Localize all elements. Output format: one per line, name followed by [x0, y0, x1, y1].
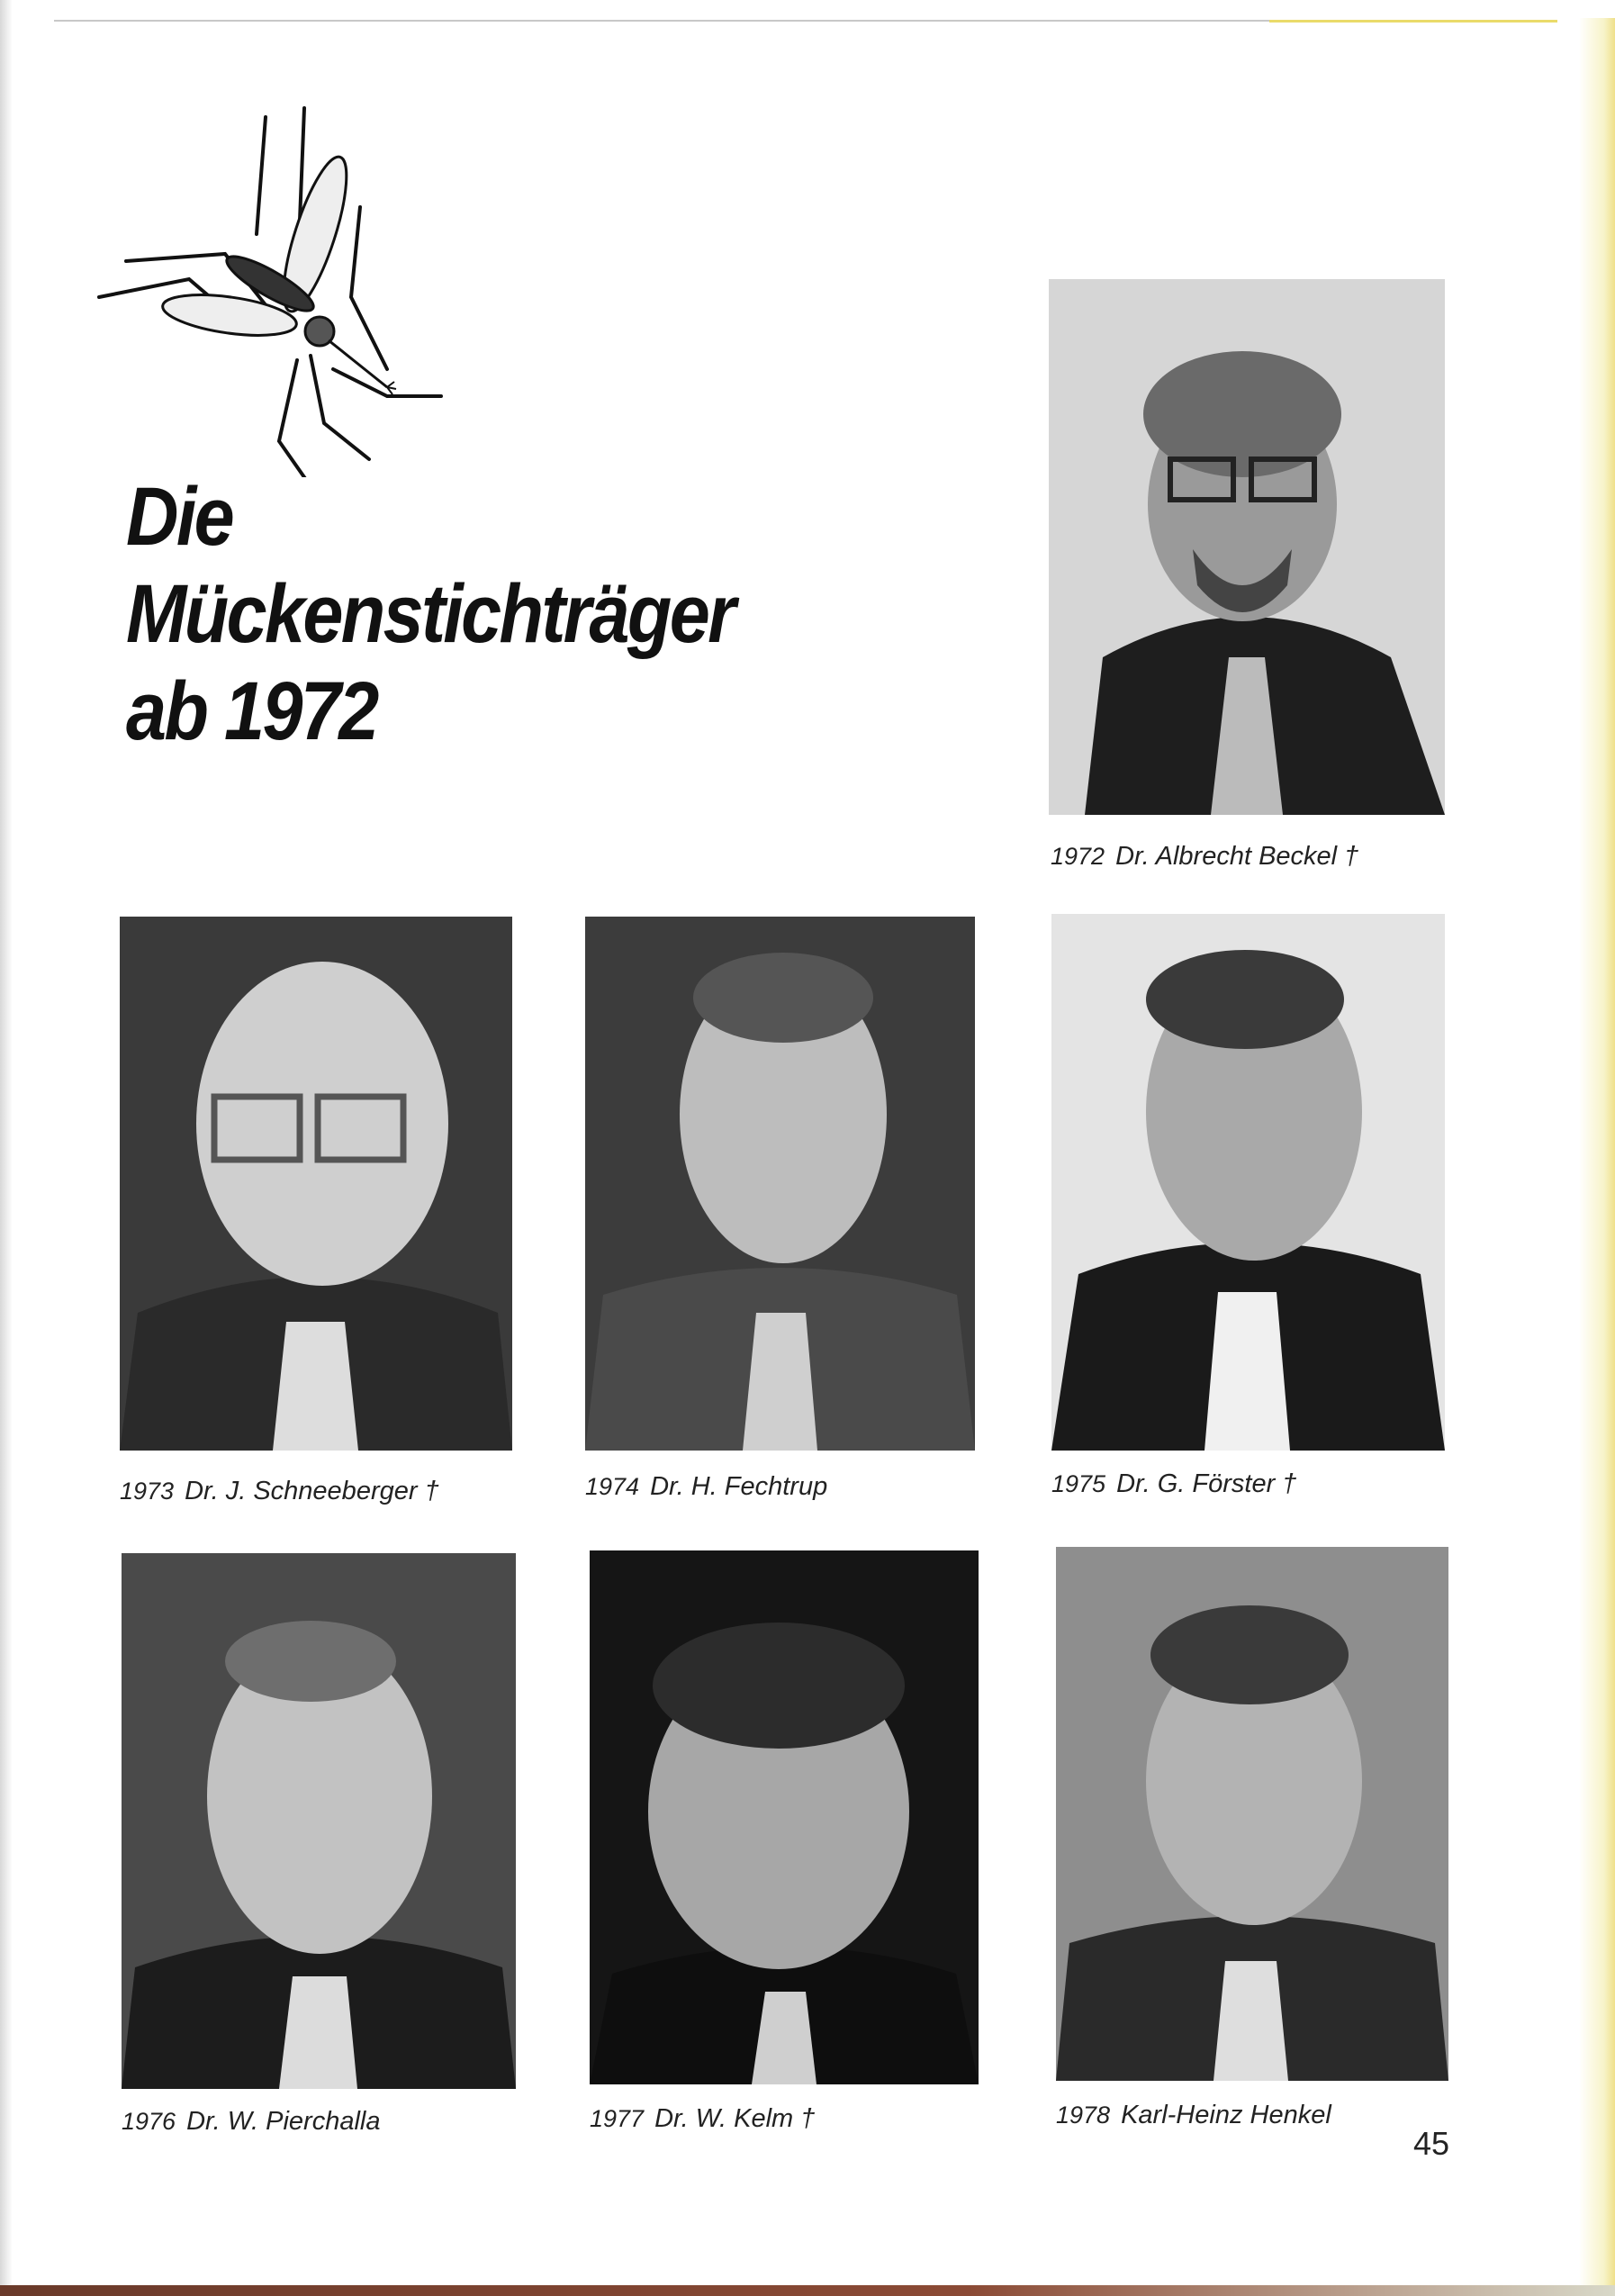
title-line-1: Die — [126, 471, 233, 563]
page-edge-right — [1579, 18, 1615, 2287]
caption-name: Dr. J. Schneeberger † — [185, 1477, 439, 1505]
portrait-photo-1974 — [585, 917, 975, 1451]
caption-1973 — [120, 1477, 439, 1506]
caption-1972 — [1051, 842, 1358, 872]
caption-year: 1976 — [122, 2108, 176, 2135]
caption-1977 — [590, 2104, 815, 2134]
portrait-photo-1972 — [1049, 279, 1445, 815]
caption-name: Dr. H. Fechtrup — [650, 1472, 828, 1501]
caption-name: Karl-Heinz Henkel — [1121, 2101, 1331, 2129]
caption-year: 1978 — [1056, 2102, 1111, 2129]
portrait-photo-1975 — [1051, 914, 1445, 1451]
portrait-photo-1973 — [120, 917, 512, 1451]
caption-1978 — [1056, 2101, 1331, 2130]
page-edge-bottom — [0, 2285, 1615, 2296]
title-line-3: ab 1972 — [126, 665, 377, 757]
portrait-photo-1978 — [1056, 1547, 1448, 2081]
caption-year: 1973 — [120, 1478, 175, 1505]
caption-1974 — [585, 1472, 827, 1502]
caption-name: Dr. W. Pierchalla — [186, 2107, 381, 2136]
mosquito-illustration — [90, 99, 450, 477]
title-line-2: Mückenstichträger — [126, 568, 734, 660]
caption-year: 1977 — [590, 2105, 645, 2132]
page-number: 45 — [1413, 2125, 1450, 2162]
caption-name: Dr. W. Kelm † — [654, 2104, 816, 2133]
portrait-photo-1976 — [122, 1553, 516, 2089]
portrait-photo-1977 — [590, 1550, 979, 2084]
caption-1976 — [122, 2107, 380, 2137]
top-divider — [54, 20, 1269, 22]
caption-name: Dr. G. Förster † — [1116, 1469, 1297, 1498]
caption-year: 1975 — [1051, 1470, 1106, 1497]
top-edge-tint — [1269, 20, 1557, 23]
page-shadow — [0, 0, 13, 2296]
caption-name: Dr. Albrecht Beckel † — [1115, 842, 1359, 871]
caption-year: 1974 — [585, 1473, 640, 1500]
caption-year: 1972 — [1051, 843, 1105, 870]
caption-1975 — [1051, 1469, 1296, 1499]
page-title — [126, 468, 918, 760]
